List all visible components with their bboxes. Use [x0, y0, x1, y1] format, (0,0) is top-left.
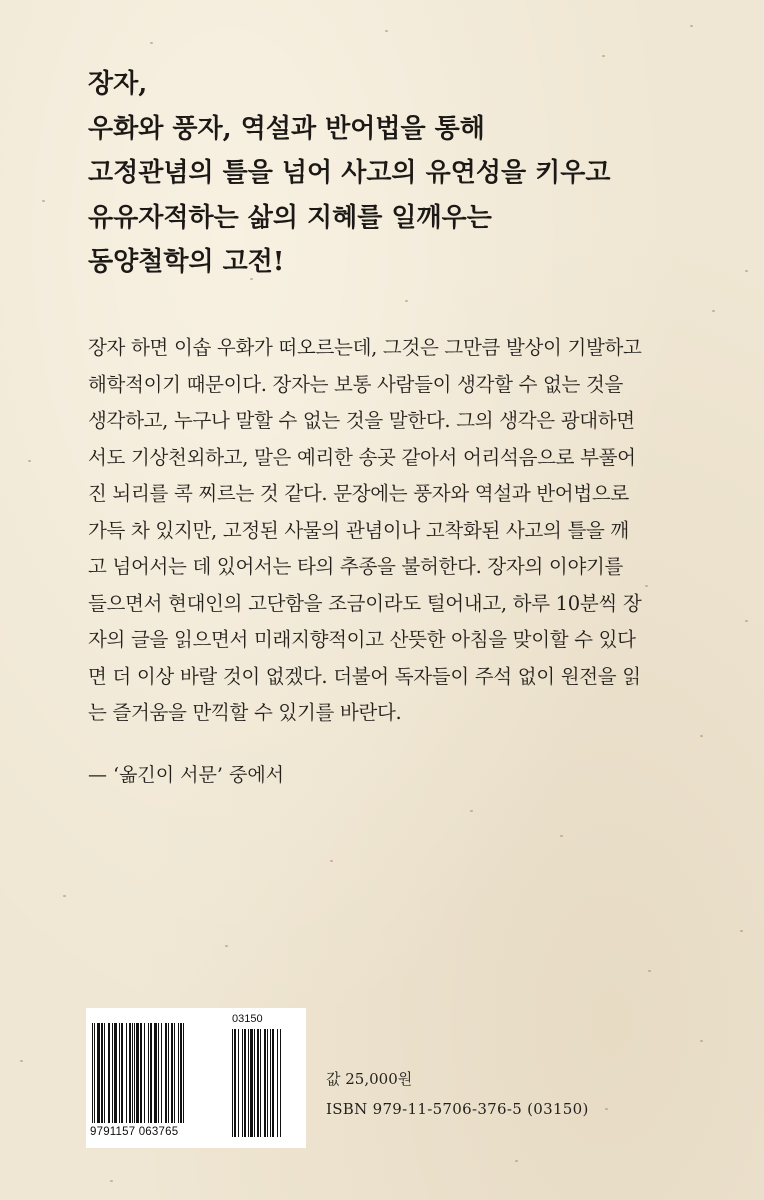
barcode-bar: [277, 1029, 278, 1137]
body-line: 생각하고, 누구나 말할 수 없는 것을 말한다. 그의 생각은 광대하면: [88, 409, 635, 432]
paper-speck: [648, 970, 651, 972]
preface-excerpt: [88, 330, 686, 732]
paper-speck: [645, 585, 648, 587]
barcode-bar: [158, 1023, 159, 1123]
barcode-bar: [112, 1023, 113, 1123]
heading-line: 유유자적하는 삶의 지혜를 일깨우는: [88, 202, 492, 233]
barcode-bar: [272, 1029, 274, 1137]
addon-barcode-bars-icon: [232, 1029, 298, 1137]
paper-speck: [330, 860, 333, 862]
barcode-bar: [134, 1023, 135, 1123]
body-line: 들으면서 현대인의 고단함을 조금이라도 털어내고, 하루 10분씩 장: [88, 591, 642, 615]
paper-speck: [20, 1060, 23, 1062]
paper-speck: [700, 735, 703, 737]
paper-speck: [602, 55, 605, 57]
paper-speck: [605, 1108, 608, 1110]
barcode-bar: [171, 1023, 173, 1123]
barcode-bar: [129, 1023, 131, 1123]
barcode-bar: [136, 1023, 139, 1123]
barcode-bar: [108, 1023, 110, 1123]
paper-speck: [42, 200, 45, 202]
barcode-bar: [280, 1029, 281, 1137]
barcode-bar: [94, 1023, 95, 1123]
barcode-bar: [234, 1029, 236, 1137]
barcode-bar: [244, 1029, 246, 1137]
body-line: 면 더 이상 바랄 것이 없겠다. 더불어 독자들이 주석 없이 원전을 읽: [88, 664, 641, 688]
barcode-bar: [260, 1029, 261, 1137]
paper-speck: [225, 945, 228, 947]
barcode-bar: [104, 1023, 105, 1123]
excerpt-attribution: — ‘옮긴이 서문’ 중에서: [88, 764, 285, 786]
paper-speck: [740, 930, 743, 932]
barcode-bar: [132, 1023, 133, 1123]
barcode-bar: [92, 1023, 93, 1123]
paper-speck: [745, 270, 748, 272]
isbn-label: ISBN 979-11-5706-376-5 (03150): [326, 1100, 589, 1118]
paper-speck: [745, 620, 748, 622]
barcode-bar: [264, 1029, 266, 1137]
barcode-bars-icon: [92, 1023, 224, 1123]
body-line: 자의 글을 읽으면서 미래지향적이고 산뜻한 아침을 맞이할 수 있다: [88, 628, 636, 651]
heading-line: 고정관념의 틀을 넘어 사고의 유연성을 키우고: [88, 158, 611, 188]
barcode-bar: [250, 1029, 253, 1137]
barcode-bar: [257, 1029, 259, 1137]
barcode-bar: [148, 1023, 149, 1123]
paper-speck: [110, 1180, 113, 1182]
barcode-bar: [140, 1023, 142, 1123]
barcode-bar: [150, 1023, 152, 1123]
price-label: 값 25,000원: [326, 1070, 413, 1088]
barcode-addon-number: 03150: [232, 1013, 263, 1025]
paper-speck: [700, 1040, 703, 1042]
paper-speck: [470, 810, 473, 812]
barcode-bar: [178, 1023, 179, 1123]
barcode-bar: [126, 1023, 127, 1123]
barcode-bar: [119, 1023, 120, 1123]
barcode-bar: [238, 1029, 239, 1137]
barcode-bar: [254, 1029, 255, 1137]
barcode-bar: [232, 1029, 233, 1137]
body-line: 서도 기상천외하고, 말은 예리한 송곳 같아서 어리석음으로 부풀어: [88, 445, 636, 469]
barcode-bar: [154, 1023, 157, 1123]
barcode-bar: [161, 1023, 162, 1123]
cover-heading: [88, 62, 728, 285]
body-line: 해학적이기 때문이다. 장자는 보통 사람들이 생각할 수 없는 것을: [88, 372, 624, 396]
barcode-bar: [165, 1023, 167, 1123]
body-line: 고 넘어서는 데 있어서는 타의 추종을 불허한다. 장자의 이야기를: [88, 555, 624, 578]
paper-speck: [690, 25, 693, 27]
heading-line: 장자,: [88, 69, 148, 99]
barcode-bar: [121, 1023, 123, 1123]
body-line: 장자 하면 이솝 우화가 떠오르는데, 그것은 그만큼 발상이 기발하고: [88, 336, 642, 359]
barcode-bar: [270, 1029, 271, 1137]
barcode-main-number: 9791157 063765: [90, 1126, 179, 1138]
paper-speck: [515, 1160, 518, 1162]
paper-speck: [405, 300, 408, 302]
body-line: 는 즐거움을 만끽할 수 있기를 바란다.: [88, 701, 402, 724]
body-line: 가득 차 있지만, 고정된 사물의 관념이나 고착화된 사고의 틀을 깨: [88, 518, 629, 542]
heading-line: 우화와 풍자, 역설과 반어법을 통해: [88, 113, 485, 144]
barcode-bar: [183, 1023, 184, 1123]
barcode-bar: [242, 1029, 243, 1137]
paper-speck: [63, 895, 66, 897]
barcode-bar: [267, 1029, 268, 1137]
paper-speck: [250, 278, 253, 280]
paper-speck: [150, 42, 153, 44]
barcode-bar: [174, 1023, 175, 1123]
barcode-bar: [101, 1023, 103, 1123]
barcode-bar: [144, 1023, 145, 1123]
paper-speck: [385, 30, 388, 32]
body-line: 진 뇌리를 콕 찌르는 것 같다. 문장에는 풍자와 역설과 반어법으로: [88, 482, 629, 505]
barcode-bar: [168, 1023, 169, 1123]
barcode-bar: [114, 1023, 117, 1123]
barcode-bar: [97, 1023, 100, 1123]
paper-speck: [560, 835, 563, 837]
barcode-bar: [248, 1029, 249, 1137]
paper-speck: [28, 460, 31, 462]
barcode-bar: [180, 1023, 182, 1123]
paper-speck: [712, 310, 715, 312]
heading-line: 동양철학의 고전!: [88, 247, 285, 277]
